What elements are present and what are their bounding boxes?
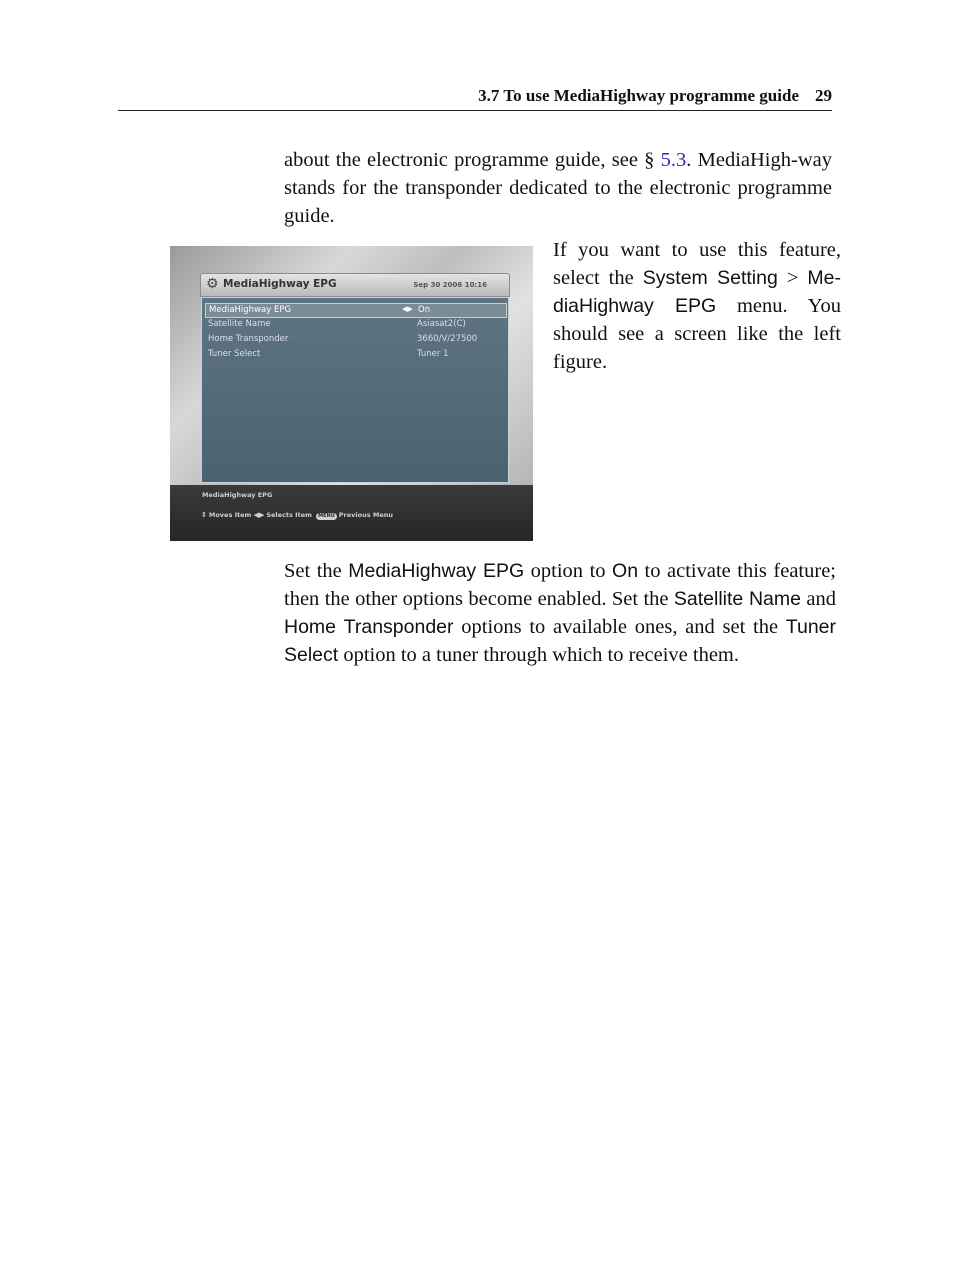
osd-row-epg xyxy=(205,303,507,318)
up-down-arrows-icon: ⇕ xyxy=(201,511,207,519)
settings-text: options to available ones, and set the xyxy=(453,616,786,638)
osd-title-bar xyxy=(200,273,510,297)
left-right-arrows-icon: ◀▶ xyxy=(253,511,265,519)
osd-datetime: Sep 30 2006 10:16 xyxy=(413,281,487,289)
osd-row-value: Tuner 1 xyxy=(417,349,449,359)
osd-row-value: 3660/V/27500 xyxy=(417,334,478,344)
running-header xyxy=(118,86,832,111)
osd-title: MediaHighway EPG xyxy=(223,278,337,290)
section-title: 3.7 To use MediaHighway programme guide xyxy=(478,86,799,105)
settings-text: option to xyxy=(524,560,613,582)
instr-text-b: > xyxy=(777,267,808,289)
osd-row-transponder xyxy=(205,333,505,346)
gear-icon: ⚙ xyxy=(206,276,219,292)
settings-text: to activate this feature; then the other options become enabled. Set the xyxy=(284,560,836,610)
instr-text-a: If you want to use this feature, select the xyxy=(553,239,841,289)
osd-row-tuner xyxy=(205,348,505,361)
osd-row-label: Tuner Select xyxy=(208,349,261,359)
option-value-on: On xyxy=(612,560,639,582)
osd-row-value: Asiasat2(C) xyxy=(417,319,466,329)
osd-row-value: On xyxy=(418,305,431,315)
intro-text-b: . MediaHigh-way stands for the transponder dedicated to the electronic programme guide. xyxy=(284,149,832,227)
osd-row-satellite xyxy=(205,318,505,331)
settings-text: Set the xyxy=(284,560,349,582)
osd-row-label: Home Transponder xyxy=(208,334,289,344)
option-satellite-name: Satellite Name xyxy=(673,588,801,610)
paragraph-instructions xyxy=(553,236,841,376)
intro-text-a: about the electronic programme guide, see § xyxy=(284,149,661,171)
instr-text-c: menu. You should see a screen like the left figure. xyxy=(553,295,841,373)
osd-help-keys xyxy=(201,511,393,520)
menu-path-mediahighway-epg: Me-diaHighway EPG xyxy=(553,267,842,317)
help-moves: Moves Item xyxy=(208,511,252,519)
epg-screenshot xyxy=(170,246,533,541)
settings-text: option to a tuner through which to receive them. xyxy=(338,644,739,666)
settings-text: and xyxy=(800,588,836,610)
menu-key-icon: MENU xyxy=(318,513,335,519)
option-home-transponder: Home Transponder xyxy=(284,616,454,638)
option-tuner-select: Tuner Select xyxy=(284,616,836,666)
help-selects: Selects Item xyxy=(266,511,312,519)
osd-row-label: Satellite Name xyxy=(208,319,271,329)
osd-row-label: MediaHighway EPG xyxy=(209,305,292,315)
help-previous: Previous Menu xyxy=(338,511,393,519)
paragraph-settings xyxy=(284,557,836,669)
left-right-arrows-icon: ◀▶ xyxy=(402,305,413,313)
page-number: 29 xyxy=(815,86,832,105)
option-mediahighway-epg: MediaHighway EPG xyxy=(348,560,525,582)
section-link[interactable]: 5.3 xyxy=(660,149,687,171)
osd-help-bar xyxy=(170,485,533,541)
osd-help-title: MediaHighway EPG xyxy=(202,491,273,499)
osd-menu-panel xyxy=(201,297,509,483)
menu-path-system-setting: System Setting xyxy=(642,267,778,289)
paragraph-intro xyxy=(284,146,832,230)
